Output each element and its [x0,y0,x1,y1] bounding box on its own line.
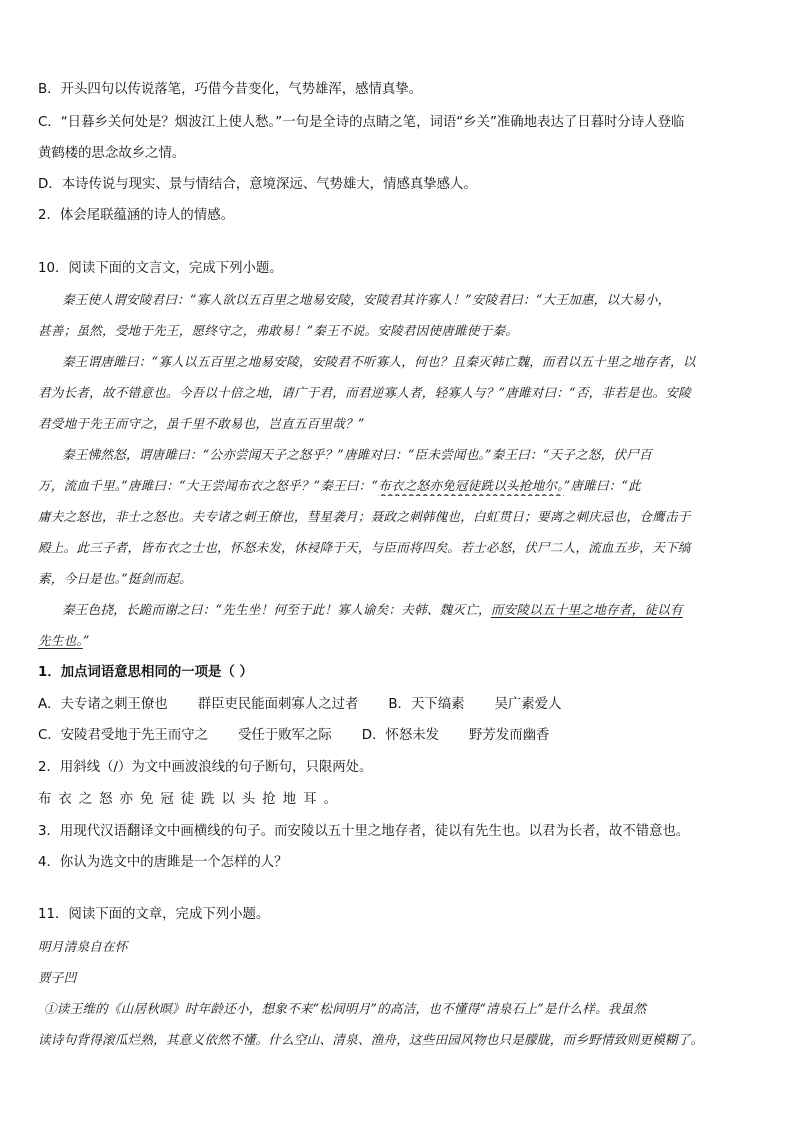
passage-text: ” [82,633,90,648]
q9-option-b: B．开头四句以传说落笔，巧借今昔变化，气势雄浑，感情真挚。 [38,82,423,97]
q10-subquestion-1: 1．加点词语意思相同的一项是（ ） [38,665,253,680]
q11-heading: 11．阅读下面的文章，完成下列小题。 [38,907,270,922]
q9-subquestion-2: 2．体会尾联蕴涵的诗人的情感。 [38,208,234,223]
choice-c-part1: C．安陵君受地于先王而守之 [38,728,209,743]
passage-text: 秦王色挠，长跪而谢之曰：“先生坐！何至于此！寡人谕矣：夫韩、魏灭亡， [62,602,491,617]
q9-option-c: C．“日暮乡关何处是？烟波江上使人愁。”一句是全诗的点睛之笔，词语“乡关”准确地表达了日暮时分诗人登临 [38,115,685,130]
passage-line: 素，今日是也。”挺剑而起。 [38,571,192,586]
q9-option-c-continued: 黄鹤楼的思念故乡之情。 [38,146,186,161]
passage-line: 秦王怫然怒，谓唐雎曰：“公亦尝闻天子之怒乎？”唐雎对曰：“臣未尝闻也。”秦王曰：“天子之怒，伏尸百 [62,447,652,462]
choice-a-part1: A．夫专诸之刺王僚也 [38,697,168,712]
article-title: 明月清泉自在怀 [38,939,128,954]
article-line: ①读王维的《山居秋暝》时年龄还小，想象不来“松间明月”的高洁，也不懂得“清泉石上”是什么样。我虽然 [44,1001,647,1016]
choice-row-ab [38,695,758,715]
q10-subquestion-3: 3．用现代汉语翻译文中画横线的句子。而安陵以五十里之地存者，徒以有先生也。以君为长者，故不错意也。 [38,824,690,839]
choice-b-part1: B．天下缟素 [388,697,465,712]
choice-d-part2: 野芳发而幽香 [469,728,550,743]
q10-subquestion-2: 2．用斜线（/）为文中画波浪线的句子断句，只限两处。 [38,760,373,775]
passage-line: 殿上。此三子者，皆布衣之士也，怀怒未发，休祲降于天，与臣而将四矣。若士必怒，伏尸二人，流血五步，天下缟 [38,540,691,555]
choice-d-part1: D．怀怒未发 [361,728,440,743]
choice-b-part2: 吴广素爱人 [494,697,562,712]
passage-line: 秦王使人谓安陵君曰：“寡人欲以五百里之地易安陵，安陵君其许寡人！”安陵君曰：“大王加惠，以大易小， [62,292,671,307]
choice-row-cd [38,726,758,746]
choice-a-part2: 群臣吏民能面刺寡人之过者 [197,697,359,712]
q10-heading: 10．阅读下面的文言文，完成下列小题。 [38,261,283,276]
passage-text: 万，流血千里。”唐雎曰：“大王尝闻布衣之怒乎？”秦王曰：“ [38,478,379,493]
q10-subquestion-4: 4．你认为选文中的唐雎是一个怎样的人？ [38,855,288,870]
underlined-sentence: 先生也。 [38,633,83,648]
q9-option-d: D．本诗传说与现实、景与情结合，意境深远、气势雄大，情感真挚感人。 [38,177,477,192]
article-author: 贾子凹 [38,970,77,985]
passage-line [62,600,758,620]
sentence-to-punctuate: 布衣之怒亦免冠徒跣以头抢地耳。 [38,792,344,807]
passage-line: 君为长者，故不错意也。今吾以十倍之地，请广于君，而君逆寡人者，轻寡人与？”唐雎对曰：“否，非若是也。安陵 [38,385,691,400]
passage-line: 秦王谓唐雎曰：“寡人以五百里之地易安陵，安陵君不听寡人，何也？且秦灭韩亡魏，而君以五十里之地存者，以 [62,354,696,369]
passage-line: 君受地于先王而守之，虽千里不敢易也，岂直五百里哉？” [38,416,365,431]
wavy-underlined-sentence: 布衣之怒亦免冠徒跣以头抢地尔。 [378,478,564,493]
passage-text: ”唐雎曰：“此 [563,478,641,493]
passage-line: 甚善；虽然，受地于先王，愿终守之，弗敢易！”秦王不说。安陵君因使唐雎使于秦。 [38,323,519,338]
underlined-sentence: 而安陵以五十里之地存者，徒以有 [490,602,683,617]
passage-line [38,631,758,651]
choice-c-part2: 受任于败军之际 [238,728,332,743]
passage-line [38,476,758,496]
article-line: 读诗句背得滚瓜烂熟，其意义依然不懂。什么空山、清泉、渔舟，这些田园风物也只是朦胧，而乡野情致则更模糊了。 [38,1032,704,1047]
passage-line: 庸夫之怒也，非士之怒也。夫专诸之刺王僚也，彗星袭月；聂政之刺韩傀也，白虹贯日；要离之刺庆忌也，仓鹰击于 [38,509,691,524]
